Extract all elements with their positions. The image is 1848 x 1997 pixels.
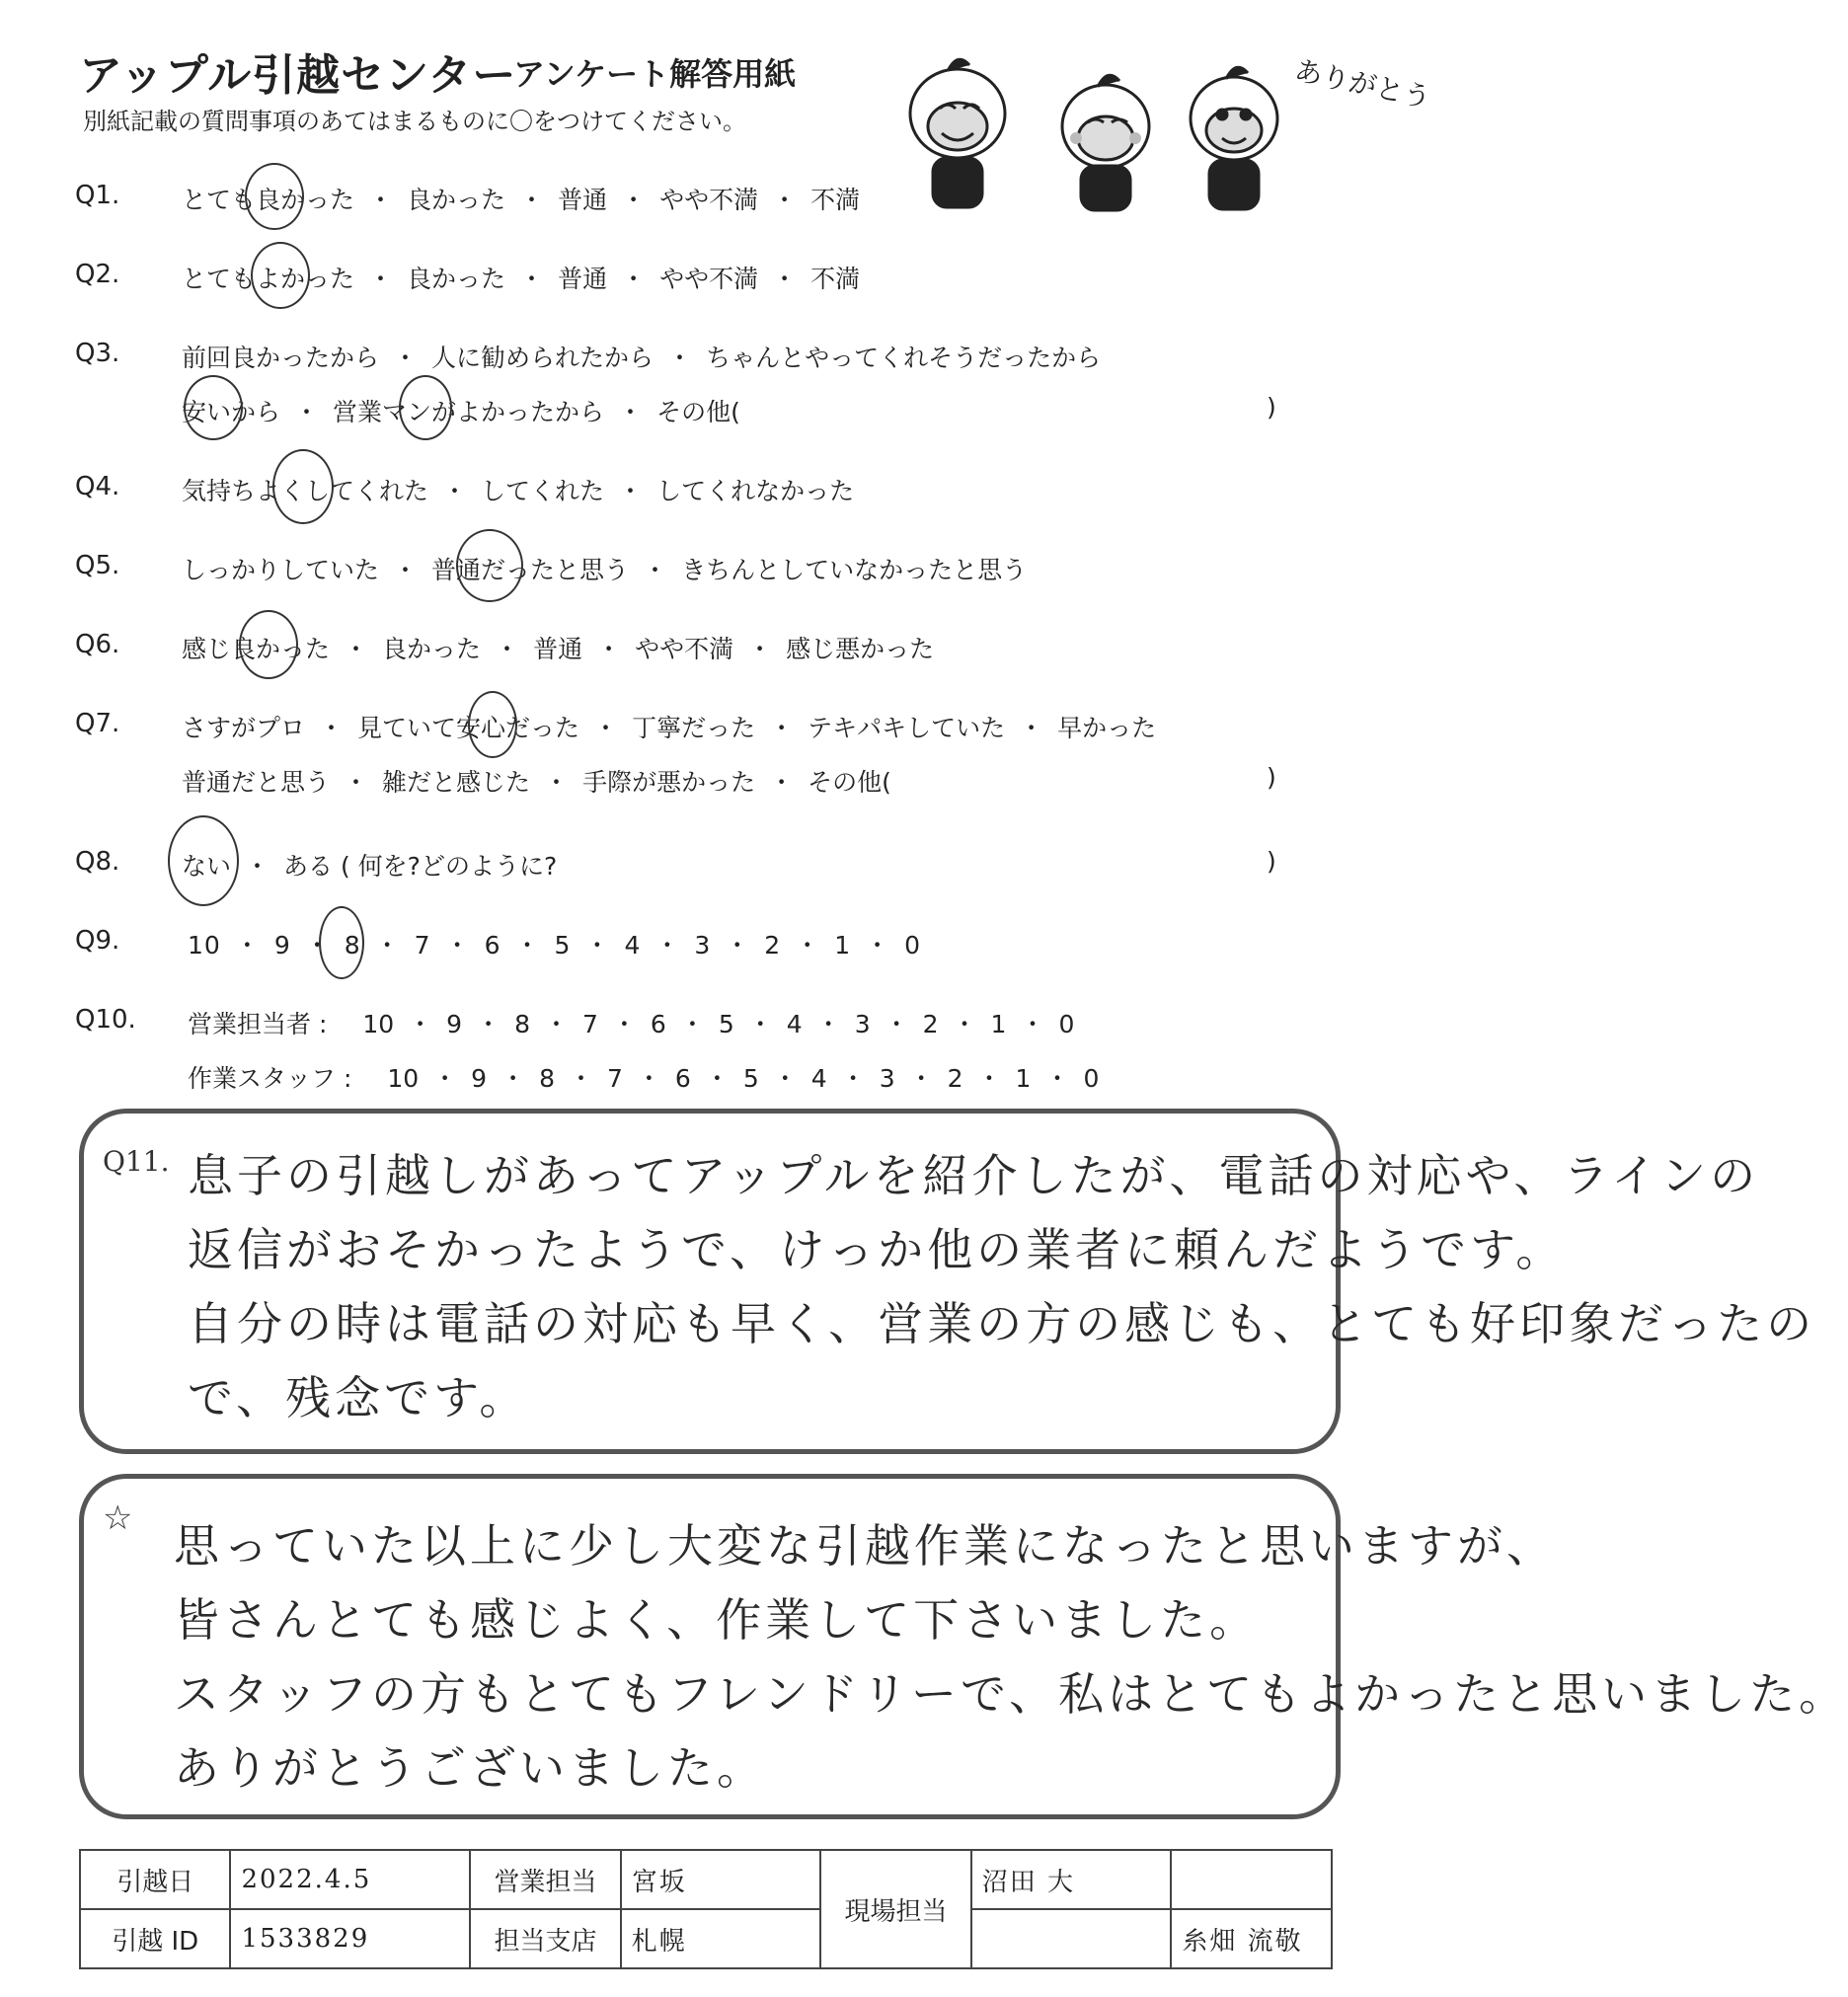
option[interactable]: しっかりしていた xyxy=(182,556,380,584)
option[interactable]: 良かった xyxy=(407,186,506,214)
option[interactable]: 気持ちよくしてくれた xyxy=(182,477,429,505)
score[interactable]: 2 xyxy=(947,1064,963,1093)
score[interactable]: 1 xyxy=(1015,1064,1032,1093)
option[interactable]: 感じ悪かった xyxy=(786,635,935,663)
q10-sales-label: 営業担当者 : xyxy=(188,1010,328,1038)
score[interactable]: 6 xyxy=(674,1064,691,1093)
score[interactable]: 3 xyxy=(694,931,712,960)
score[interactable]: 0 xyxy=(1083,1064,1100,1093)
branch-value[interactable]: 札幌 xyxy=(621,1909,821,1968)
option[interactable]: 普通だと思う xyxy=(182,768,331,797)
score[interactable]: 5 xyxy=(742,1064,759,1093)
score[interactable]: 3 xyxy=(854,1010,871,1038)
answer-circle xyxy=(319,906,364,979)
monkey-thanking-icon xyxy=(1191,67,1277,209)
score[interactable]: 4 xyxy=(786,1010,803,1038)
score[interactable]: 6 xyxy=(484,931,501,960)
footer-info-table xyxy=(79,1849,1333,1969)
site-staff-name-1[interactable]: 沼田 大 xyxy=(971,1850,1172,1909)
score[interactable]: 8 xyxy=(539,1064,555,1093)
star-line-3: スタッフの方もとてもフレンドリーで、私はとてもよかったと思いました。 xyxy=(174,1667,1848,1721)
q5-options: しっかりしていた ・ 普通だったと思う ・ きちんとしていなかったと思う xyxy=(182,556,1028,584)
score[interactable]: 8 xyxy=(514,1010,530,1038)
option[interactable]: 早かった xyxy=(1057,714,1157,742)
mascot-monkeys-illustration xyxy=(879,39,1434,217)
q11-line-3: 自分の時は電話の対応も早く、営業の方の感じも、とても好印象だったの xyxy=(188,1297,1816,1350)
option[interactable]: 良かった xyxy=(407,265,506,293)
option[interactable]: 不満 xyxy=(810,265,861,293)
star-line-1: 思っていた以上に少し大変な引越作業になったと思いますが、 xyxy=(174,1519,1556,1573)
q10-label: Q10. xyxy=(75,1005,136,1035)
option[interactable]: テキパキしていた xyxy=(808,714,1006,742)
option[interactable]: その他( xyxy=(656,398,740,426)
option[interactable]: 感じ良かった xyxy=(182,635,331,663)
sales-rep-value[interactable]: 宮坂 xyxy=(621,1850,821,1909)
answer-circle xyxy=(468,691,517,758)
option[interactable]: 普通 xyxy=(533,635,583,663)
answer-circle xyxy=(245,163,304,230)
site-staff-empty-cell xyxy=(971,1909,1172,1968)
q2-label: Q2. xyxy=(75,260,120,289)
option[interactable]: とてもよかった xyxy=(182,265,355,293)
q11-label: Q11. xyxy=(103,1145,170,1178)
option[interactable]: ちゃんとやってくれそうだったから xyxy=(706,344,1102,372)
q1-options: とても良かった ・ 良かった ・ 普通 ・ やや不満 ・ 不満 xyxy=(182,186,861,214)
option[interactable]: 雑だと感じた xyxy=(382,768,531,797)
instruction-text: 別紙記載の質問事項のあてはまるものに〇をつけてください。 xyxy=(83,108,746,135)
score[interactable]: 3 xyxy=(879,1064,895,1093)
score[interactable]: 9 xyxy=(446,1010,463,1038)
option[interactable]: 普通だったと思う xyxy=(431,556,630,584)
score[interactable]: 10 xyxy=(387,1064,420,1093)
q1-label: Q1. xyxy=(75,181,120,210)
company-name: アップル引越センター xyxy=(79,50,517,101)
move-id-value[interactable]: 1533829 xyxy=(230,1909,470,1968)
q8-label: Q8. xyxy=(75,847,120,877)
option[interactable]: してくれた xyxy=(481,477,605,505)
score[interactable]: 10 xyxy=(362,1010,395,1038)
score[interactable]: 10 xyxy=(188,931,221,960)
q7-options-row1: さすがプロ ・ 見ていて安心だった ・ 丁寧だった ・ テキパキしていた ・ 早かった xyxy=(182,714,1157,742)
star-icon: ☆ xyxy=(103,1498,133,1538)
q4-options: 気持ちよくしてくれた ・ してくれた ・ してくれなかった xyxy=(182,477,855,505)
score[interactable]: 7 xyxy=(582,1010,598,1038)
score[interactable]: 2 xyxy=(922,1010,939,1038)
form-title: アンケート解答用紙 xyxy=(513,55,797,93)
option[interactable]: 前回良かったから xyxy=(182,344,380,372)
option[interactable]: きちんとしていなかったと思う xyxy=(681,556,1028,584)
q3-options-row2: 安いから ・ 営業マンがよかったから ・ その他( xyxy=(182,398,740,426)
score[interactable]: 0 xyxy=(904,931,922,960)
q2-options: とてもよかった ・ 良かった ・ 普通 ・ やや不満 ・ 不満 xyxy=(182,265,861,293)
close-paren: ) xyxy=(1267,393,1276,422)
q3-options-row1: 前回良かったから ・ 人に勧められたから ・ ちゃんとやってくれそうだったから xyxy=(182,344,1102,372)
option[interactable]: ある ( 何を?どのように? xyxy=(283,852,558,881)
move-id-label: 引越 ID xyxy=(80,1909,230,1968)
q9-score-options: 10 ・ 9 ・ 8 ・ 7 ・ 6 ・ 5 ・ 4 ・ 3 ・ 2 ・ 1 ・ 0 xyxy=(188,931,922,960)
option[interactable]: ない xyxy=(182,852,232,881)
q8-options: ない ・ ある ( 何を?どのように? xyxy=(182,852,558,881)
q5-label: Q5. xyxy=(75,551,120,580)
score[interactable]: 4 xyxy=(624,931,642,960)
q7-options-row2: 普通だと思う ・ 雑だと感じた ・ 手際が悪かった ・ その他( xyxy=(182,768,891,797)
option[interactable]: 良かった xyxy=(382,635,482,663)
q4-label: Q4. xyxy=(75,472,120,501)
option[interactable]: とても良かった xyxy=(182,186,355,214)
sales-rep-label: 営業担当 xyxy=(470,1850,620,1909)
close-paren: ) xyxy=(1267,847,1276,876)
answer-circle xyxy=(184,375,243,440)
q7-label: Q7. xyxy=(75,709,120,738)
score[interactable]: 1 xyxy=(990,1010,1007,1038)
q6-options: 感じ良かった ・ 良かった ・ 普通 ・ やや不満 ・ 感じ悪かった xyxy=(182,635,935,663)
answer-circle xyxy=(168,815,239,906)
score[interactable]: 1 xyxy=(834,931,852,960)
score[interactable]: 5 xyxy=(554,931,572,960)
answer-circle xyxy=(251,242,310,309)
q11-line-4: で、残念です。 xyxy=(188,1371,529,1424)
move-date-value[interactable]: 2022.4.5 xyxy=(230,1850,470,1909)
score[interactable]: 9 xyxy=(273,931,291,960)
answer-circle xyxy=(399,375,452,440)
score[interactable]: 7 xyxy=(607,1064,623,1093)
option[interactable]: やや不満 xyxy=(635,635,734,663)
site-staff-label: 現場担当 xyxy=(820,1850,970,1968)
option[interactable]: 普通 xyxy=(558,186,608,214)
move-date-label: 引越日 xyxy=(80,1850,230,1909)
q11-line-1: 息子の引越しがあってアップルを紹介したが、電話の対応や、ラインの xyxy=(188,1149,1760,1202)
option[interactable]: やや不満 xyxy=(659,186,759,214)
score[interactable]: 9 xyxy=(471,1064,488,1093)
score[interactable]: 4 xyxy=(810,1064,827,1093)
q11-line-2: 返信がおそかったようで、けっか他の業者に頼んだようです。 xyxy=(188,1223,1566,1276)
answer-circle xyxy=(272,449,334,524)
q9-label: Q9. xyxy=(75,926,120,956)
star-line-4: ありがとうございました。 xyxy=(174,1741,766,1795)
option[interactable]: 営業マンがよかったから xyxy=(333,398,605,426)
option[interactable]: やや不満 xyxy=(659,265,759,293)
option[interactable]: 丁寧だった xyxy=(632,714,756,742)
option[interactable]: 普通 xyxy=(558,265,608,293)
option[interactable]: 不満 xyxy=(810,186,861,214)
monkey-blushing-icon xyxy=(1062,75,1149,210)
site-staff-empty-cell xyxy=(1171,1850,1332,1909)
close-paren: ) xyxy=(1267,763,1276,792)
score[interactable]: 0 xyxy=(1058,1010,1075,1038)
score[interactable]: 7 xyxy=(414,931,431,960)
option[interactable]: 見ていて安心だった xyxy=(357,714,580,742)
option[interactable]: してくれなかった xyxy=(656,477,855,505)
score[interactable]: 5 xyxy=(718,1010,734,1038)
answer-circle xyxy=(239,610,298,679)
score[interactable]: 8 xyxy=(344,931,361,960)
q10-staff-label: 作業スタッフ : xyxy=(188,1064,352,1093)
option[interactable]: 手際が悪かった xyxy=(582,768,756,797)
q3-label: Q3. xyxy=(75,339,120,368)
q10-staff-row: 作業スタッフ : 10 ・ 9 ・ 8 ・ 7 ・ 6 ・ 5 ・ 4 ・ 3 ・ 2 ・ 1 ・ 0 xyxy=(188,1064,1100,1093)
site-staff-name-2[interactable]: 糸畑 流敬 xyxy=(1171,1909,1332,1968)
star-line-2: 皆さんとても感じよく、作業して下さいました。 xyxy=(174,1593,1260,1647)
q10-sales-row: 営業担当者 : 10 ・ 9 ・ 8 ・ 7 ・ 6 ・ 5 ・ 4 ・ 3 ・ 2 ・ 1 ・ 0 xyxy=(188,1010,1075,1038)
option[interactable]: その他( xyxy=(808,768,891,797)
option[interactable]: 人に勧められたから xyxy=(431,344,654,372)
option[interactable]: さすがプロ xyxy=(182,714,306,742)
option[interactable]: 安いから xyxy=(182,398,281,426)
score[interactable]: 6 xyxy=(650,1010,666,1038)
q6-label: Q6. xyxy=(75,630,120,659)
branch-label: 担当支店 xyxy=(470,1909,620,1968)
mascot-text: ありがとう xyxy=(1291,53,1434,115)
score[interactable]: 2 xyxy=(764,931,782,960)
answer-circle xyxy=(456,529,523,602)
monkey-laughing-icon xyxy=(910,59,1005,207)
